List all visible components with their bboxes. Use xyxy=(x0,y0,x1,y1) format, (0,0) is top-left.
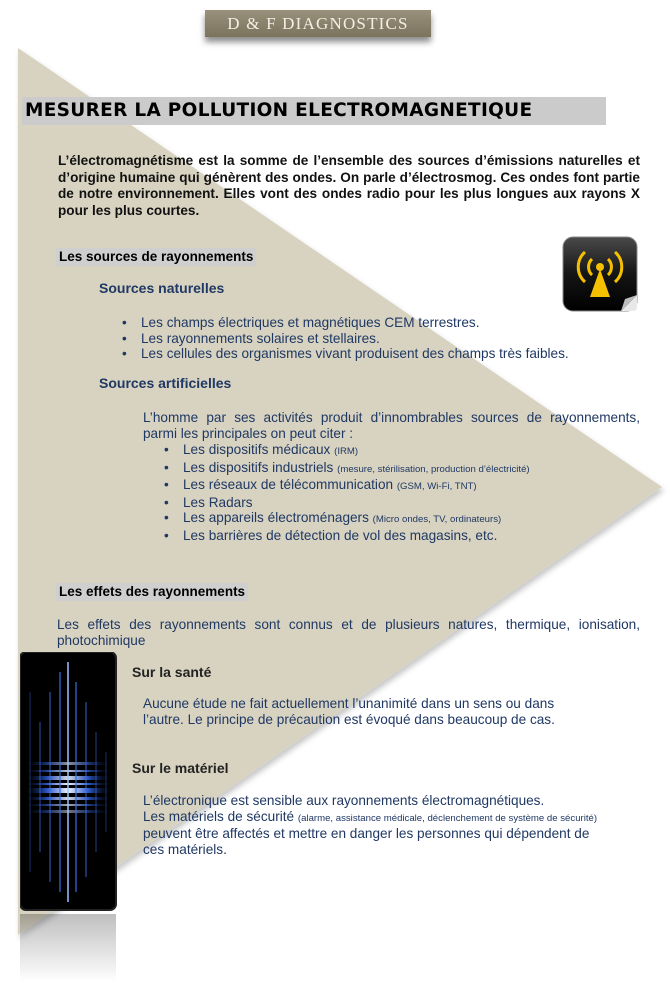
natural-sources-list xyxy=(118,315,569,362)
health-paragraph: Aucune étude ne fait actuellement l’unanimité dans un sens ou dans l’autre. Le principe de précaution est évoqué dans beaucoup de cas. xyxy=(143,696,555,727)
list-item: • Les Radars xyxy=(160,495,530,511)
list-item: • Les champs électriques et magnétiques CEM terrestres. xyxy=(118,315,569,331)
subheading-health: Sur la santé xyxy=(132,664,212,680)
list-item: • Les cellules des organismes vivant produisent des champs très faibles. xyxy=(118,346,569,362)
page-title: MESURER LA POLLUTION ELECTROMAGNETIQUE xyxy=(22,97,606,125)
company-logo xyxy=(205,10,431,37)
list-item: • Les réseaux de télécommunication (GSM, Wi-Fi, TNT) xyxy=(160,477,530,495)
list-item: • Les barrières de détection de vol des magasins, etc. xyxy=(160,528,530,544)
logo-text: D & F DIAGNOSTICS xyxy=(227,13,409,33)
sound-wave-image xyxy=(20,652,120,982)
intro-paragraph: L’électromagnétisme est la somme de l’ensemble des sources d’émissions naturelles et d’origine humaine qui génèrent des ondes. On parle d’électrosmog. Ces ondes font partie de notre environnement. Elles vont des ondes radio pour les plus longues aux rayons X pour les plus courtes. xyxy=(58,153,640,218)
subheading-material: Sur le matériel xyxy=(132,760,229,776)
wireless-signal-icon xyxy=(561,235,641,315)
subheading-artificial-sources: Sources artificielles xyxy=(99,375,232,391)
material-paragraph: L’électronique est sensible aux rayonnements électromagnétiques. Les matériels de sécurité (alarme, assistance médicale, déclenchement de système de sécurité) peuvent être affectés et mettre en danger les personnes qui dépendent de ces matériels. xyxy=(143,793,598,857)
list-item: • Les dispositifs industriels (mesure, stérilisation, production d’électricité) xyxy=(160,460,530,478)
effects-paragraph: Les effets des rayonnements sont connus et de plusieurs natures, thermique, ionisation, photochimique xyxy=(57,617,640,648)
list-item: • Les dispositifs médicaux (IRM) xyxy=(160,442,530,460)
artificial-sources-paragraph: L’homme par ses activités produit d’innombrables sources de rayonnements, parmi les principales on peut citer : xyxy=(143,410,640,441)
subheading-natural-sources: Sources naturelles xyxy=(99,280,225,296)
section-heading-effects: Les effets des rayonnements xyxy=(56,583,248,601)
list-item: • Les rayonnements solaires et stellaires. xyxy=(118,331,569,347)
artificial-sources-list xyxy=(160,442,530,543)
list-item: • Les appareils électroménagers (Micro ondes, TV, ordinateurs) xyxy=(160,510,530,528)
section-heading-sources: Les sources de rayonnements xyxy=(56,248,256,266)
